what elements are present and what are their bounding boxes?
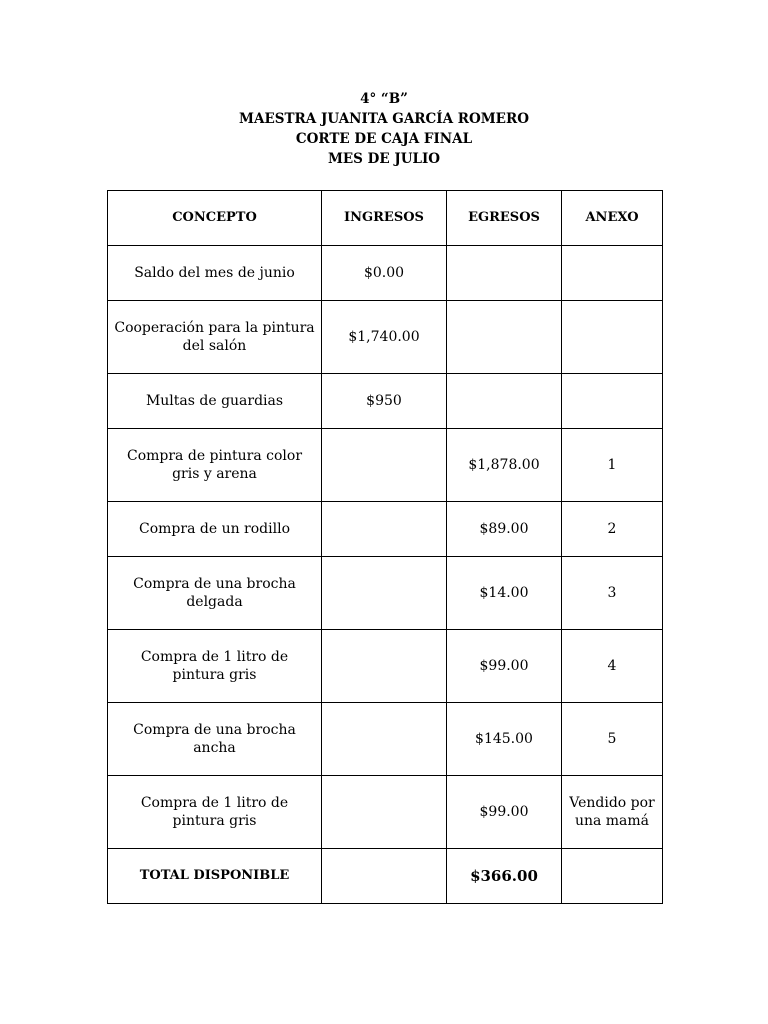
column-header-ingresos: INGRESOS <box>322 191 447 246</box>
table-row <box>108 301 663 374</box>
column-header-concepto: CONCEPTO <box>108 191 322 246</box>
group-title: 4° “B” <box>360 91 408 107</box>
total-ingresos <box>322 849 447 904</box>
cell-anexo: Vendido por una mamá <box>562 776 663 849</box>
total-label: TOTAL DISPONIBLE <box>108 849 322 904</box>
teacher-name: MAESTRA JUANITA GARCÍA ROMERO <box>239 111 529 127</box>
report-title: CORTE DE CAJA FINAL <box>295 131 473 147</box>
document-header <box>0 89 768 169</box>
cell-anexo <box>562 246 663 301</box>
cell-ingresos <box>322 557 447 630</box>
table-row <box>108 374 663 429</box>
column-header-egresos: EGRESOS <box>447 191 562 246</box>
cash-report-table <box>107 190 663 904</box>
cell-egresos: $1,878.00 <box>447 429 562 502</box>
cell-concepto: Compra de 1 litro de pintura gris <box>108 630 322 703</box>
total-anexo <box>562 849 663 904</box>
table-header-row <box>108 191 663 246</box>
cell-egresos: $99.00 <box>447 776 562 849</box>
cell-ingresos <box>322 630 447 703</box>
cell-anexo: 2 <box>562 502 663 557</box>
cell-concepto: Saldo del mes de junio <box>108 246 322 301</box>
cell-concepto: Compra de una brocha ancha <box>108 703 322 776</box>
table-row <box>108 703 663 776</box>
cell-ingresos: $1,740.00 <box>322 301 447 374</box>
cell-anexo: 3 <box>562 557 663 630</box>
cell-egresos: $14.00 <box>447 557 562 630</box>
cell-ingresos: $950 <box>322 374 447 429</box>
cell-ingresos: $0.00 <box>322 246 447 301</box>
cell-concepto: Compra de una brocha delgada <box>108 557 322 630</box>
cell-concepto: Compra de un rodillo <box>108 502 322 557</box>
column-header-anexo: ANEXO <box>562 191 663 246</box>
table-row <box>108 776 663 849</box>
cell-concepto: Compra de pintura color gris y arena <box>108 429 322 502</box>
table-row <box>108 246 663 301</box>
cell-egresos: $145.00 <box>447 703 562 776</box>
cell-egresos <box>447 374 562 429</box>
cell-egresos <box>447 301 562 374</box>
cell-anexo <box>562 301 663 374</box>
cell-concepto: Cooperación para la pintura del salón <box>108 301 322 374</box>
table-row <box>108 429 663 502</box>
cell-egresos <box>447 246 562 301</box>
cell-concepto: Compra de 1 litro de pintura gris <box>108 776 322 849</box>
total-row <box>108 849 663 904</box>
cell-ingresos <box>322 429 447 502</box>
cell-ingresos <box>322 703 447 776</box>
table-row <box>108 557 663 630</box>
table-row <box>108 502 663 557</box>
cell-ingresos <box>322 776 447 849</box>
report-month: MES DE JULIO <box>327 151 441 167</box>
cell-anexo <box>562 374 663 429</box>
cell-concepto: Multas de guardias <box>108 374 322 429</box>
cell-anexo: 1 <box>562 429 663 502</box>
cell-egresos: $99.00 <box>447 630 562 703</box>
cell-anexo: 5 <box>562 703 663 776</box>
table-row <box>108 630 663 703</box>
cell-ingresos <box>322 502 447 557</box>
cell-anexo: 4 <box>562 630 663 703</box>
total-egresos: $366.00 <box>447 849 562 904</box>
cell-egresos: $89.00 <box>447 502 562 557</box>
